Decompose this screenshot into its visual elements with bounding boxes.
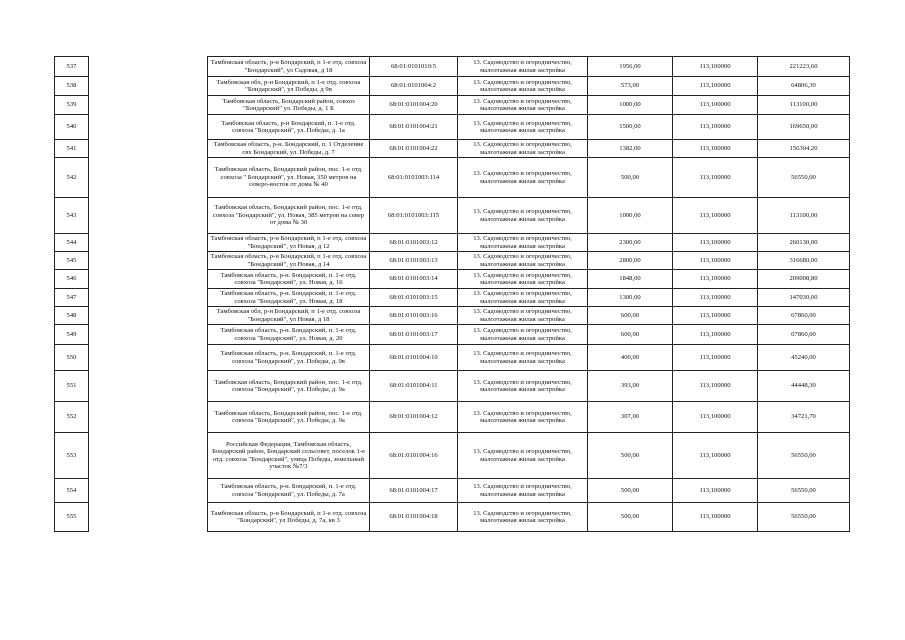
table-row (208, 325, 850, 345)
area-cell: 500,00 (588, 479, 673, 503)
row-number-cell: 550 (55, 345, 89, 371)
address-cell: Тамбовская область, Бондарский район, пос. 1-е отд. совхоза "Бондарский", ул. Победы, д. 9а (208, 371, 370, 402)
rate-cell: 113,100000 (673, 158, 758, 198)
address-cell: Тамбовская область, Бондарский район, пос. 1-е отд. совхоза "Бондарский", ул. Победы, д. 9а (208, 402, 370, 433)
address-cell: Тамбовская область, р-н Бондарский, п 1-е отд. совхоза "Бондарский", ул Новая, д 14 (208, 252, 370, 270)
address-cell: Тамбовская область, р-н Бондарский, п 1-е отд. совхоза "Бондарский", ул Победы, д. 7а, кв 3 (208, 503, 370, 532)
row-number-row (55, 77, 89, 96)
address-cell: Тамбовская область, р-н Бондарский, п. 1-е отд. совхоза "Бондарский", ул. Победы, д. 1а (208, 115, 370, 140)
area-cell: 307,00 (588, 402, 673, 433)
row-number-row (55, 479, 89, 503)
address-cell: Тамбовская область, р-н. Бондарский, п. 1-е отд. совхоза "Бондарский", ул. Новая, д. 16 (208, 270, 370, 289)
cadastral-value-cell: 56550,00 (758, 158, 850, 198)
row-number-cell: 543 (55, 198, 89, 234)
permitted-use-cell: 13. Садоводство и огородничество, малоэтажная жилая застройка (458, 115, 588, 140)
table-row (208, 234, 850, 252)
permitted-use-cell: 13. Садоводство и огородничество, малоэтажная жилая застройка (458, 252, 588, 270)
land-plots-table (207, 56, 850, 532)
address-cell: Российская Федерация, Тамбовская область, Бондарский район, Бондарский сельсовет, поселок 1-е отд. совхоза "Бондарский", улица Победы, земельный участок №7/3 (208, 433, 370, 479)
rate-cell: 113,100000 (673, 115, 758, 140)
row-number-row (55, 503, 89, 532)
permitted-use-cell: 13. Садоводство и огородничество, малоэтажная жилая застройка (458, 77, 588, 96)
permitted-use-cell: 13. Садоводство и огородничество, малоэтажная жилая застройка (458, 325, 588, 345)
table-row (208, 479, 850, 503)
row-number-cell: 546 (55, 270, 89, 289)
cadastral-number-cell: 68:01:0101004:2 (370, 77, 458, 96)
rate-cell: 113,100000 (673, 371, 758, 402)
rate-cell: 113,100000 (673, 140, 758, 158)
cadastral-value-cell: 113100,00 (758, 96, 850, 115)
cadastral-value-cell: 44448,30 (758, 371, 850, 402)
rate-cell: 113,100000 (673, 57, 758, 77)
cadastral-number-cell: 68:01:0101004:22 (370, 140, 458, 158)
permitted-use-cell: 13. Садоводство и огородничество, малоэтажная жилая застройка (458, 158, 588, 198)
address-cell: Тамбовская область, р-н Бондарский, п 1-е отд. совхоза "Бондарский", ул Новая, д 12 (208, 234, 370, 252)
rate-cell: 113,100000 (673, 402, 758, 433)
row-number-cell: 553 (55, 433, 89, 479)
address-cell: Тамбовская область, Бондарский район, пос. 1-е отд. совхоза " Бондарский", ул. Новая, 350 метров на северо-восток от дома № 40 (208, 158, 370, 198)
cadastral-value-cell: 67860,00 (758, 325, 850, 345)
row-number-cell: 555 (55, 503, 89, 532)
rate-cell: 113,100000 (673, 96, 758, 115)
address-cell: Тамбовская область, Бондарский район, пос. 1-е отд. совхоза "Бондарский", ул. Новая, 385 метров на север от дома № 30 (208, 198, 370, 234)
rate-cell: 113,100000 (673, 345, 758, 371)
cadastral-number-cell: 68:01:0101003:17 (370, 325, 458, 345)
row-number-row (55, 371, 89, 402)
area-cell: 1000,00 (588, 198, 673, 234)
cadastral-number-cell: 68:01:0101003:115 (370, 198, 458, 234)
address-cell: Тамбовская обл, р-н Бондарский, п 1-е отд. совхоза "Бондарский", ул Новая, д 18 (208, 307, 370, 325)
rate-cell: 113,100000 (673, 77, 758, 96)
permitted-use-cell: 13. Садоводство и огородничество, малоэтажная жилая застройка (458, 479, 588, 503)
area-cell: 500,00 (588, 503, 673, 532)
rate-cell: 113,100000 (673, 325, 758, 345)
cadastral-value-cell: 316680,00 (758, 252, 850, 270)
cadastral-number-cell: 68:01:0101004:12 (370, 402, 458, 433)
cadastral-number-cell: 68:01:0101003:13 (370, 252, 458, 270)
rate-cell: 113,100000 (673, 270, 758, 289)
cadastral-value-cell: 56550,00 (758, 503, 850, 532)
row-number-row (55, 234, 89, 252)
area-cell: 500,00 (588, 433, 673, 479)
row-number-row (55, 57, 89, 77)
permitted-use-cell: 13. Садоводство и огородничество, малоэтажная жилая застройка (458, 96, 588, 115)
table-row (208, 270, 850, 289)
permitted-use-cell: 13. Садоводство и огородничество, малоэтажная жилая застройка (458, 433, 588, 479)
permitted-use-cell: 13. Садоводство и огородничество, малоэтажная жилая застройка (458, 503, 588, 532)
table-row (208, 307, 850, 325)
area-cell: 600,00 (588, 307, 673, 325)
cadastral-number-cell: 68:01:0101003:12 (370, 234, 458, 252)
area-cell: 2300,00 (588, 234, 673, 252)
row-number-row (55, 140, 89, 158)
table-row (208, 77, 850, 96)
rate-cell: 113,100000 (673, 289, 758, 307)
permitted-use-cell: 13. Садоводство и огородничество, малоэтажная жилая застройка (458, 140, 588, 158)
cadastral-number-cell: 68:01:0101010:5 (370, 57, 458, 77)
permitted-use-cell: 13. Садоводство и огородничество, малоэтажная жилая застройка (458, 402, 588, 433)
cadastral-number-cell: 68:01:0101003:15 (370, 289, 458, 307)
cadastral-number-cell: 68:01:0101004:11 (370, 371, 458, 402)
cadastral-number-cell: 68:01:0101004:17 (370, 479, 458, 503)
area-cell: 1500,00 (588, 115, 673, 140)
table-row (208, 252, 850, 270)
permitted-use-cell: 13. Садоводство и огородничество, малоэтажная жилая застройка (458, 307, 588, 325)
cadastral-number-cell: 68:01:0101004:16 (370, 433, 458, 479)
table-row (208, 371, 850, 402)
row-number-row (55, 307, 89, 325)
cadastral-number-cell: 68:01:0101004:10 (370, 345, 458, 371)
row-number-row (55, 433, 89, 479)
cadastral-value-cell: 34721,70 (758, 402, 850, 433)
address-cell: Тамбовская область, р-н. Бондарский, п. 1 Отделение свх Бондарский, ул. Победы, д. 7 (208, 140, 370, 158)
permitted-use-cell: 13. Садоводство и огородничество, малоэтажная жилая застройка (458, 371, 588, 402)
area-cell: 1300,00 (588, 289, 673, 307)
row-number-cell: 545 (55, 252, 89, 270)
row-number-cell: 547 (55, 289, 89, 307)
row-number-cell: 539 (55, 96, 89, 115)
table-row (208, 115, 850, 140)
row-number-row (55, 345, 89, 371)
row-number-cell: 538 (55, 77, 89, 96)
rate-cell: 113,100000 (673, 252, 758, 270)
row-number-row (55, 198, 89, 234)
land-plots-body (208, 57, 850, 532)
row-number-row (55, 270, 89, 289)
table-row (208, 433, 850, 479)
table-row (208, 402, 850, 433)
area-cell: 1848,00 (588, 270, 673, 289)
area-cell: 500,00 (588, 158, 673, 198)
table-row (208, 345, 850, 371)
area-cell: 393,00 (588, 371, 673, 402)
address-cell: Тамбовская область, р-н. Бондарский, п. 1-е отд. совхоза "Бондарский", ул. Новая, д. 20 (208, 325, 370, 345)
rate-cell: 113,100000 (673, 433, 758, 479)
cadastral-value-cell: 64806,30 (758, 77, 850, 96)
row-number-body (55, 57, 89, 532)
cadastral-value-cell: 113100,00 (758, 198, 850, 234)
address-cell: Тамбовская область, Бондарский район, совхоз "Бондарский" ул. Победы, д. 1 Б (208, 96, 370, 115)
cadastral-number-cell: 68:01:0101004:21 (370, 115, 458, 140)
permitted-use-cell: 13. Садоводство и огородничество, малоэтажная жилая застройка (458, 57, 588, 77)
row-number-table (54, 56, 89, 532)
cadastral-number-cell: 68:01:0101003:16 (370, 307, 458, 325)
cadastral-number-cell: 68:01:0101004:18 (370, 503, 458, 532)
address-cell: Тамбовская область, р-н. Бондарский, п. 1-е отд. совхоза "Бондарский", ул. Победы, д. 9в (208, 345, 370, 371)
cadastral-number-cell: 68:01:0101003:14 (370, 270, 458, 289)
row-number-cell: 552 (55, 402, 89, 433)
rate-cell: 113,100000 (673, 234, 758, 252)
permitted-use-cell: 13. Садоводство и огородничество, малоэтажная жилая застройка (458, 198, 588, 234)
area-cell: 600,00 (588, 325, 673, 345)
cadastral-value-cell: 260130,00 (758, 234, 850, 252)
row-number-row (55, 289, 89, 307)
cadastral-value-cell: 156304,20 (758, 140, 850, 158)
area-cell: 400,00 (588, 345, 673, 371)
address-cell: Тамбовская область, р-н. Бондарский, п. 1-е отд. совхоза "Бондарский", ул. Победы, д. 7а (208, 479, 370, 503)
rate-cell: 113,100000 (673, 503, 758, 532)
row-number-cell: 551 (55, 371, 89, 402)
permitted-use-cell: 13. Садоводство и огородничество, малоэтажная жилая застройка (458, 289, 588, 307)
permitted-use-cell: 13. Садоводство и огородничество, малоэтажная жилая застройка (458, 234, 588, 252)
row-number-row (55, 402, 89, 433)
row-number-cell: 554 (55, 479, 89, 503)
cadastral-value-cell: 45240,00 (758, 345, 850, 371)
row-number-row (55, 96, 89, 115)
row-number-cell: 548 (55, 307, 89, 325)
row-number-cell: 542 (55, 158, 89, 198)
cadastral-number-cell: 68:01:0101003:114 (370, 158, 458, 198)
cadastral-value-cell: 56550,00 (758, 479, 850, 503)
table-row (208, 140, 850, 158)
rate-cell: 113,100000 (673, 479, 758, 503)
cadastral-value-cell: 169650,00 (758, 115, 850, 140)
address-cell: Тамбовская обл, р-н Бондарский, п 1-е отд. совхоза "Бондарский", ул Победы, д 9в (208, 77, 370, 96)
row-number-row (55, 325, 89, 345)
rate-cell: 113,100000 (673, 307, 758, 325)
table-row (208, 96, 850, 115)
row-number-cell: 540 (55, 115, 89, 140)
table-row (208, 289, 850, 307)
cadastral-value-cell: 147030,00 (758, 289, 850, 307)
area-cell: 1382,00 (588, 140, 673, 158)
row-number-cell: 537 (55, 57, 89, 77)
row-number-cell: 541 (55, 140, 89, 158)
table-row (208, 503, 850, 532)
row-number-cell: 549 (55, 325, 89, 345)
address-cell: Тамбовская область, р-н Бондарский, п 1-е отд. совхоза "Бондарский", ул Садовая, д 18 (208, 57, 370, 77)
area-cell: 1000,00 (588, 96, 673, 115)
cadastral-value-cell: 56550,00 (758, 433, 850, 479)
row-number-row (55, 115, 89, 140)
permitted-use-cell: 13. Садоводство и огородничество, малоэтажная жилая застройка (458, 270, 588, 289)
row-number-cell: 544 (55, 234, 89, 252)
cadastral-number-cell: 68:01:0101004:20 (370, 96, 458, 115)
row-number-row (55, 158, 89, 198)
table-row (208, 198, 850, 234)
area-cell: 1956,00 (588, 57, 673, 77)
cadastral-value-cell: 221223,60 (758, 57, 850, 77)
table-row (208, 158, 850, 198)
rate-cell: 113,100000 (673, 198, 758, 234)
table-row (208, 57, 850, 77)
address-cell: Тамбовская область, р-н. Бондарский, п. 1-е отд. совхоза "Бондарский", ул. Новая, д. 18 (208, 289, 370, 307)
cadastral-value-cell: 209008,80 (758, 270, 850, 289)
area-cell: 573,00 (588, 77, 673, 96)
row-number-row (55, 252, 89, 270)
area-cell: 2800,00 (588, 252, 673, 270)
cadastral-value-cell: 67860,00 (758, 307, 850, 325)
permitted-use-cell: 13. Садоводство и огородничество, малоэтажная жилая застройка (458, 345, 588, 371)
